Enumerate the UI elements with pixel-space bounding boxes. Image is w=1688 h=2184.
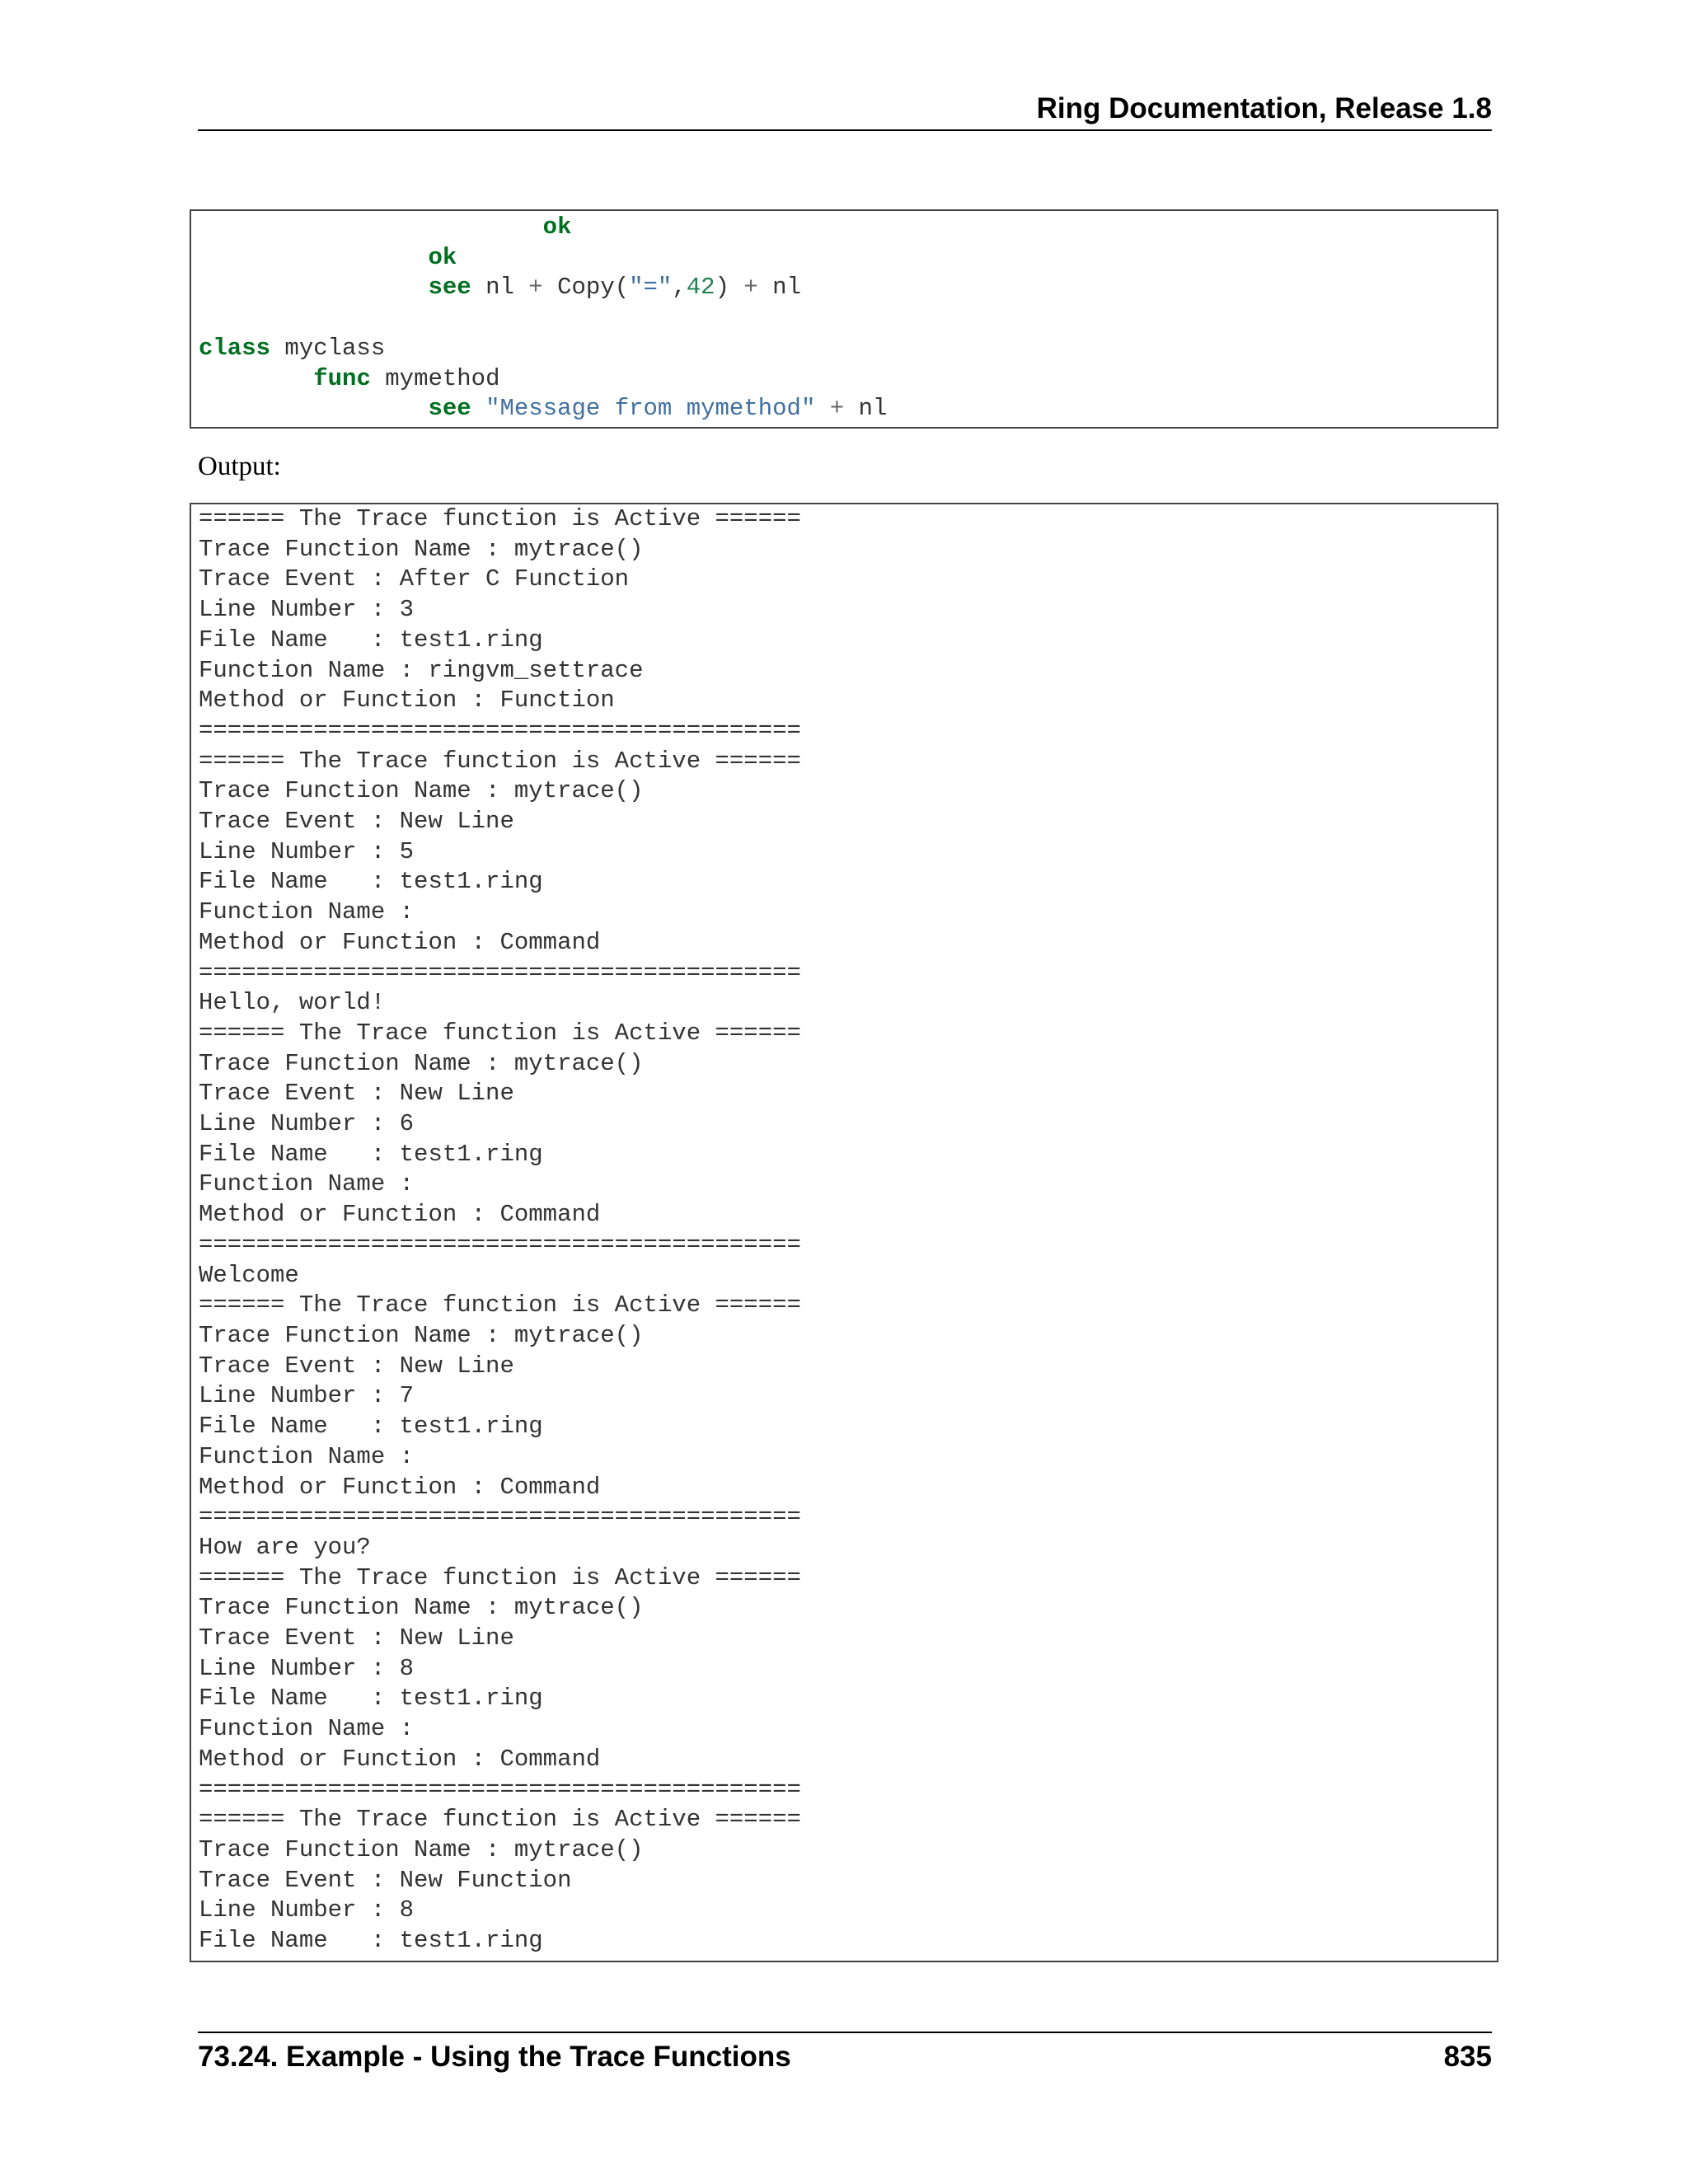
code-token [199,365,313,392]
code-token [199,213,543,241]
output-line: Trace Function Name : mytrace() [199,1594,644,1622]
code-token: "=" [629,274,673,302]
code-token: see [428,395,471,423]
output-line: How are you? [199,1533,371,1561]
output-label: Output: [198,452,281,481]
code-token [199,274,428,301]
output-line: Hello, world! [199,989,386,1017]
output-listing [191,504,1497,1957]
output-line: Method or Function : Function [199,687,615,715]
code-token: + [528,274,543,302]
code-token: myclass [270,334,386,362]
output-line: ====== The Trace function is Active ====== [199,1806,801,1834]
output-line: Method or Function : Command [199,928,601,956]
code-token: nl [757,274,801,302]
output-line: File Name : test1.ring [199,626,543,654]
code-token: ) [715,274,744,302]
output-line: Line Number : 3 [199,596,415,624]
output-line: Method or Function : Command [199,1745,601,1773]
output-line: Function Name : [199,898,415,926]
output-line: Trace Function Name : mytrace() [199,1049,644,1077]
code-listing [191,211,1497,424]
code-token [815,395,829,422]
output-line: ====== The Trace function is Active ====== [199,1563,801,1591]
output-line: ====== The Trace function is Active ====== [199,1291,801,1319]
code-token [199,395,428,422]
output-line: Line Number : 7 [199,1382,415,1410]
code-token: Copy( [542,274,630,302]
output-line: ========================================== [199,958,801,987]
output-line: Function Name : [199,1442,415,1470]
code-line [199,365,500,392]
code-token: nl [471,274,529,302]
header-divider [198,129,1492,131]
output-line: File Name : test1.ring [199,868,543,896]
output-line: Trace Event : New Function [199,1866,572,1894]
running-header-title: Ring Documentation, Release 1.8 [1036,92,1492,124]
output-line: Trace Event : New Line [199,1624,514,1652]
output-line: Line Number : 5 [199,837,415,865]
output-line: File Name : test1.ring [199,1140,543,1168]
output-line: Trace Event : New Line [199,1352,514,1380]
output-line: Trace Event : New Line [199,808,514,836]
code-token: mymethod [370,364,500,392]
page-number: 835 [1443,2041,1492,2073]
output-line: ====== The Trace function is Active ====== [199,505,801,532]
code-token: func [313,364,371,392]
output-line: File Name : test1.ring [199,1685,543,1713]
output-line: File Name : test1.ring [199,1413,543,1441]
code-token: 42 [686,274,715,302]
code-line [199,274,801,301]
code-block-output [190,503,1498,1962]
code-line [199,213,571,241]
output-line: ====== The Trace function is Active ====== [199,747,801,775]
code-block-source [190,209,1498,429]
output-line: ========================================== [199,1503,801,1531]
output-line: Trace Event : After C Function [199,565,630,593]
output-line: Trace Function Name : mytrace() [199,777,644,805]
code-token: nl [844,395,888,423]
footer-section-title: 73.24. Example - Using the Trace Functions [198,2041,791,2073]
code-line [199,335,385,362]
output-line: Trace Function Name : mytrace() [199,1835,644,1863]
output-line: Function Name : [199,1170,415,1198]
output-line: ========================================== [199,1775,801,1803]
code-token: , [672,274,687,302]
output-line: Trace Function Name : mytrace() [199,1321,644,1349]
output-line: Method or Function : Command [199,1201,601,1229]
footer-divider [198,2032,1492,2033]
output-line: Function Name : [199,1715,415,1743]
code-token: + [743,274,758,302]
code-token: see [428,274,471,302]
code-token [471,395,485,422]
output-line: Function Name : ringvm_settrace [199,656,644,684]
output-line: Method or Function : Command [199,1473,601,1501]
code-token: + [829,395,845,423]
output-line: Line Number : 8 [199,1896,415,1924]
code-token: ok [542,213,572,241]
code-line [199,395,887,422]
output-line: Trace Function Name : mytrace() [199,535,644,563]
code-token: "Message from mymethod" [485,395,816,423]
output-line: File Name : test1.ring [199,1927,543,1955]
code-token [199,244,428,271]
output-line: ========================================== [199,1230,801,1258]
code-token: ok [428,243,457,271]
output-line: Welcome [199,1261,299,1289]
output-line: ========================================== [199,716,801,744]
output-line: Line Number : 6 [199,1110,415,1138]
output-line: Trace Event : New Line [199,1080,514,1108]
code-token: class [199,334,271,362]
code-line [199,244,457,271]
output-line: ====== The Trace function is Active ====== [199,1019,801,1047]
output-line: Line Number : 8 [199,1654,415,1682]
